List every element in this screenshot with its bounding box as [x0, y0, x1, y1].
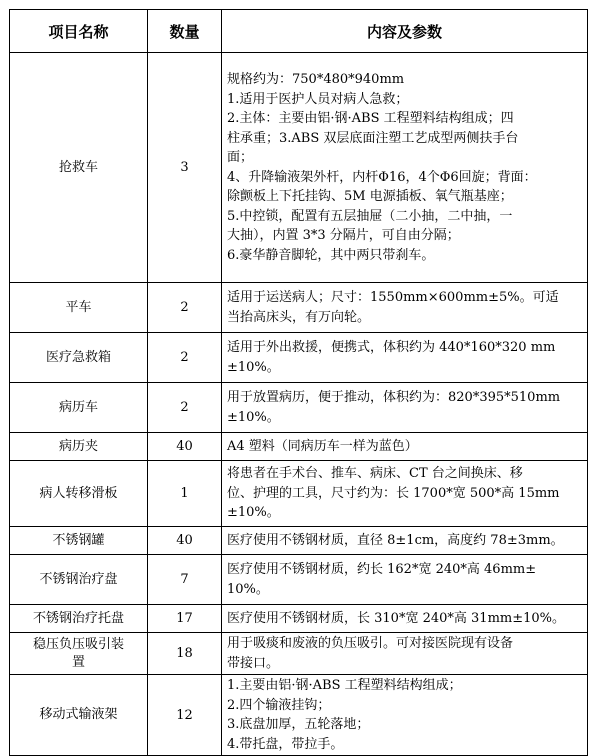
specification-line: 规格约为：750*480*940mm: [227, 72, 405, 87]
specification-line: ±10%。: [227, 359, 280, 375]
specification-cell: [222, 333, 588, 383]
specification-line: 适用于外出救援，便携式，体积约为 440*160*320 mm: [227, 340, 556, 355]
item-name-cell: [10, 433, 148, 461]
item-name-line: 病历夹: [58, 438, 98, 454]
item-name-line: 不锈钢治疗托盘: [32, 610, 124, 626]
header-quantity: 数量: [148, 10, 222, 53]
specification-line: ±10%。: [227, 409, 280, 425]
specification-cell: [222, 433, 588, 461]
item-name-line: 抢救车: [58, 159, 98, 175]
specification-line: 医疗使用不锈钢材质，直径 8±1cm，高度约 78±3mm。: [227, 532, 564, 548]
specification-cell: [222, 461, 588, 527]
quantity-cell: 40: [148, 527, 222, 555]
specification-line: 当抬高床头，有万向轮。: [227, 309, 371, 325]
header-specification: 内容及参数: [222, 10, 588, 53]
specification-line: 10%。: [227, 581, 269, 597]
header-row: [10, 10, 588, 53]
quantity-cell: 17: [148, 605, 222, 633]
specification-line: 1.适用于医护人员对病人急救；: [227, 91, 409, 107]
quantity-cell: 2: [148, 283, 222, 333]
specification-line: 大抽），内置 3*3 分隔片，可自由分隔；: [227, 228, 460, 243]
item-name-line: 病历车: [58, 399, 98, 415]
item-name-line: 病人转移滑板: [39, 485, 118, 501]
specification-line: 3.底盘加厚，五轮落地；: [227, 717, 370, 732]
quantity-cell: 3: [148, 53, 222, 283]
quantity-cell: 2: [148, 333, 222, 383]
table-row: [10, 527, 588, 555]
item-name-line: 不锈钢罐: [52, 532, 105, 548]
table-row: [10, 283, 588, 333]
specification-line: 4.带托盘，带拉手。: [227, 736, 344, 752]
quantity-cell: 7: [148, 555, 222, 605]
specification-cell: [222, 633, 588, 675]
item-name-line: 不锈钢治疗盘: [39, 571, 118, 587]
item-name-line: 稳压负压吸引装: [32, 636, 124, 652]
specification-line: 5.中控锁，配置有五层抽屉（二小抽，二中抽，一: [227, 208, 513, 224]
specification-line: ±10%。: [227, 505, 280, 521]
item-name-line: 置: [71, 654, 85, 670]
item-name-line: 平车: [65, 299, 92, 315]
document-page: [9, 9, 588, 756]
specification-line: 面；: [227, 150, 254, 165]
specification-line: 6.豪华静音脚轮，其中两只带刹车。: [227, 247, 435, 263]
table-row: [10, 383, 588, 433]
item-name-line: 移动式输液架: [39, 707, 118, 722]
specification-line: 位、护理的工具，尺寸约为：长 1700*宽 500*高 15mm: [227, 485, 560, 501]
table-row: [10, 555, 588, 605]
specification-cell: [222, 53, 588, 283]
item-name-cell: [10, 555, 148, 605]
table-row: [10, 53, 588, 283]
specification-cell: [222, 675, 588, 756]
item-name-cell: [10, 383, 148, 433]
item-name-cell: [10, 461, 148, 527]
header-item-name: 项目名称: [10, 10, 148, 53]
quantity-cell: 40: [148, 433, 222, 461]
quantity-cell: 12: [148, 675, 222, 756]
specification-line: 用于吸痰和废液的负压吸引。可对接医院现有设备: [227, 636, 514, 651]
specification-line: 1.主要由铝·钢·ABS 工程塑料结构组成；: [227, 678, 462, 693]
quantity-cell: 1: [148, 461, 222, 527]
specification-line: 柱承重；3.ABS 双层底面注塑工艺成型两侧扶手台: [227, 130, 519, 146]
table-body: [10, 53, 588, 756]
specification-line: 除颤板上下托挂钩、5M 电源插板、氧气瓶基座；: [227, 189, 513, 204]
table-row: [10, 633, 588, 675]
specification-line: 适用于运送病人；尺寸：1550mm×600mm±5%。可适: [227, 290, 559, 305]
table-row: [10, 433, 588, 461]
specification-line: 医疗使用不锈钢材质，长 310*宽 240*高 31mm±10%。: [227, 610, 566, 626]
specification-line: 用于放置病历，便于推动，体积约为：820*395*510mm: [227, 390, 561, 405]
specification-line: 带接口。: [227, 655, 280, 671]
item-name-cell: [10, 675, 148, 756]
specification-cell: [222, 283, 588, 333]
table-row: [10, 333, 588, 383]
item-name-cell: [10, 605, 148, 633]
table-row: [10, 461, 588, 527]
item-name-cell: [10, 53, 148, 283]
item-name-cell: [10, 333, 148, 383]
specification-line: A4 塑料（同病历车一样为蓝色）: [227, 438, 418, 454]
equipment-table: [9, 9, 588, 756]
table-row: [10, 605, 588, 633]
table-row: [10, 675, 588, 756]
quantity-cell: 18: [148, 633, 222, 675]
specification-cell: [222, 605, 588, 633]
item-name-cell: [10, 527, 148, 555]
specification-cell: [222, 383, 588, 433]
item-name-cell: [10, 633, 148, 675]
specification-cell: [222, 555, 588, 605]
specification-cell: [222, 527, 588, 555]
item-name-line: 医疗急救箱: [45, 349, 111, 365]
item-name-cell: [10, 283, 148, 333]
specification-line: 医疗使用不锈钢材质，约长 162*宽 240*高 46mm±: [227, 562, 537, 577]
specification-line: 2.主体：主要由铝·钢·ABS 工程塑料结构组成；四: [227, 111, 514, 126]
quantity-cell: 2: [148, 383, 222, 433]
specification-line: 2.四个输液挂钩；: [227, 697, 331, 713]
specification-line: 4、升降输液架外杆，内杆Φ16，4个Φ6回旋；背面：: [227, 169, 537, 185]
specification-line: 将患者在手术台、推车、病床、CT 台之间换床、移: [227, 466, 523, 482]
